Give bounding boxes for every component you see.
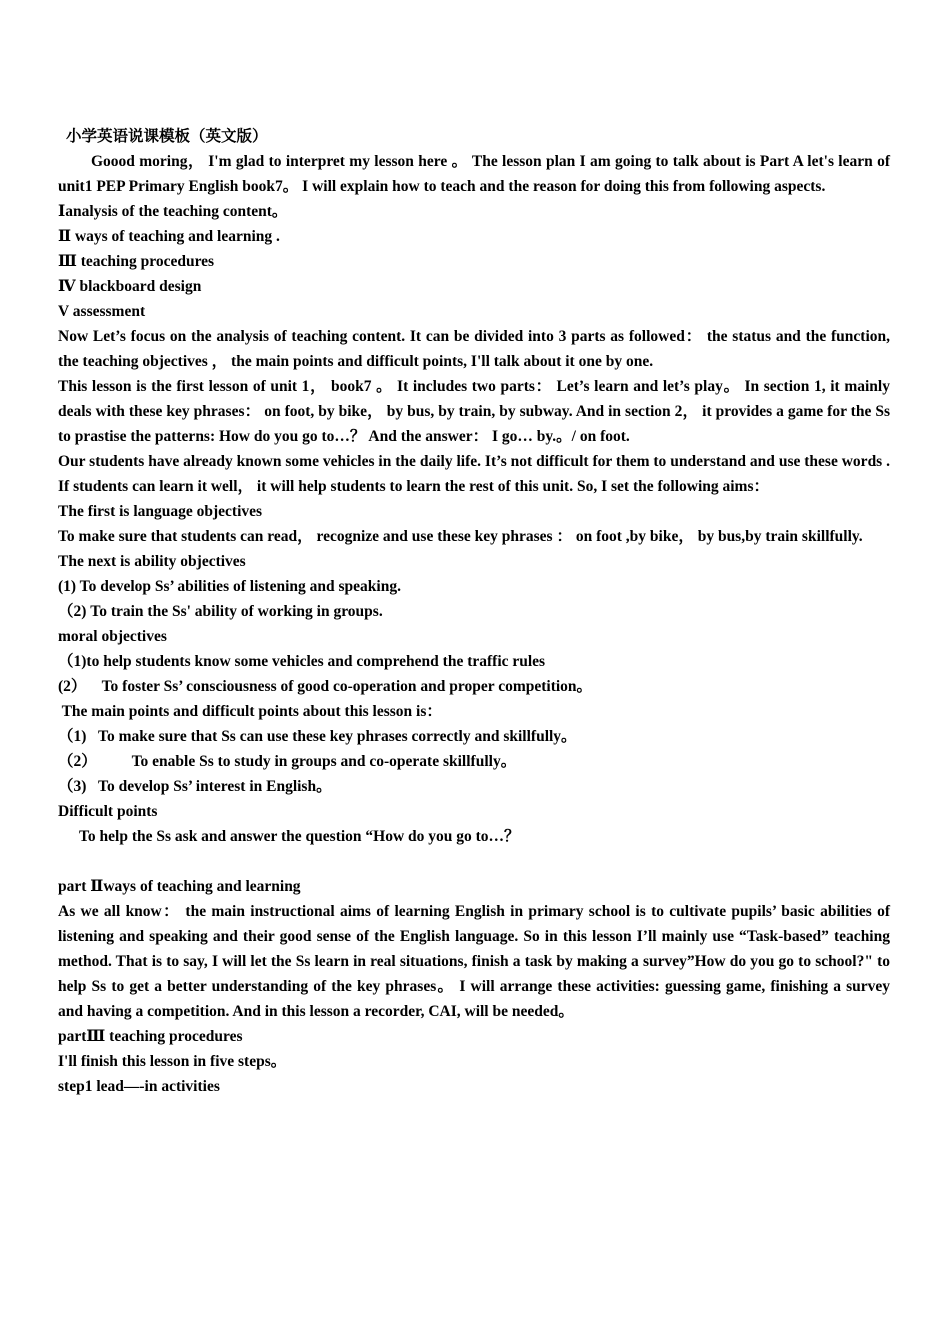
lesson-paragraph: This lesson is the first lesson of unit 1， book7 。 It includes two parts： Let’s learn and let’s play。 In section 1, it mainly deals with these key phrases： on foot, by bike， by bus, by train, by subway. And in section 2， it provides a game for the Ss to prastise the patterns: How do you go to…？ And the answer： I go… by.。/ on foot. xyxy=(58,378,890,445)
blank-line xyxy=(58,849,890,874)
ability-objectives-heading: The next is ability objectives xyxy=(58,553,246,570)
difficult-points-heading: Difficult points xyxy=(58,803,158,820)
document-body xyxy=(58,124,890,1099)
main-point-2: （2） To enable Ss to study in groups and co-operate skillfully。 xyxy=(58,753,517,770)
difficult-points-text: To help the Ss ask and answer the question “How do you go to…？ xyxy=(79,828,520,845)
part3-text: I'll finish this lesson in five steps。 xyxy=(58,1053,287,1070)
main-point-3: （3) To develop Ss’ interest in English。 xyxy=(58,778,332,795)
language-objectives-heading: The first is language objectives xyxy=(58,503,263,520)
moral-objectives-heading: moral objectives xyxy=(58,628,167,645)
outline-item-2: Ⅱ ways of teaching and learning . xyxy=(58,228,280,245)
students-paragraph: Our students have already known some vehicles in the daily life. It’s not difficult for them to understand and use these words . If students can learn it well， it will help students to learn the rest of this unit. So, I set the following aims： xyxy=(58,453,890,495)
intro-paragraph: Goood moring， I'm glad to interpret my lesson here 。 The lesson plan I am going to talk about is Part A let's learn of unit1 PEP Primary English book7。 I will explain how to teach and the reason for doing this from following aspects. xyxy=(58,153,890,195)
moral-objective-1: （1)to help students know some vehicles and comprehend the traffic rules xyxy=(58,653,546,670)
outline-item-4: Ⅳ blackboard design xyxy=(58,278,202,295)
outline-item-3: Ⅲ teaching procedures xyxy=(58,253,215,270)
ability-objective-1: (1) To develop Ss’ abilities of listening and speaking. xyxy=(58,578,401,595)
part2-heading: part Ⅱways of teaching and learning xyxy=(58,878,301,895)
part2-paragraph: As we all know： the main instructional aims of learning English in primary school is to cultivate pupils’ basic abilities of listening and speaking and their good sense of the English language. So in this lesson I’ll mainly use “Task-based” teaching method. That is to say, I will let the Ss learn in real situations, finish a task by making a survey”How do you go to school?" to help Ss to get a better understanding of the key phrases。 I will arrange these activities: guessing game, finishing a survey and having a competition. And in this lesson a recorder, CAI, will be needed。 xyxy=(58,903,890,1020)
moral-objective-2: (2） To foster Ss’ consciousness of good co-operation and proper competition。 xyxy=(58,678,593,695)
focus-paragraph: Now Let’s focus on the analysis of teaching content. It can be divided into 3 parts as followed： the status and the function, the teaching objectives ， the main points and difficult points, I'll talk about it one by one. xyxy=(58,328,890,370)
main-points-heading: The main points and difficult points about this lesson is： xyxy=(58,703,442,720)
language-objectives-text: To make sure that students can read， recognize and use these key phrases ： on foot ,by bike， by bus,by train skillfully. xyxy=(58,528,863,545)
document-title: 小学英语说课模板（英文版） xyxy=(66,128,268,145)
part3-heading: partⅢ teaching procedures xyxy=(58,1028,243,1045)
main-point-1: （1) To make sure that Ss can use these key phrases correctly and skillfully。 xyxy=(58,728,577,745)
step1-heading: step1 lead—-in activities xyxy=(58,1078,220,1095)
outline-item-1: Ⅰanalysis of the teaching content。 xyxy=(58,203,288,220)
outline-item-5: V assessment xyxy=(58,303,146,320)
ability-objective-2: （2) To train the Ss' ability of working in groups. xyxy=(58,603,383,620)
